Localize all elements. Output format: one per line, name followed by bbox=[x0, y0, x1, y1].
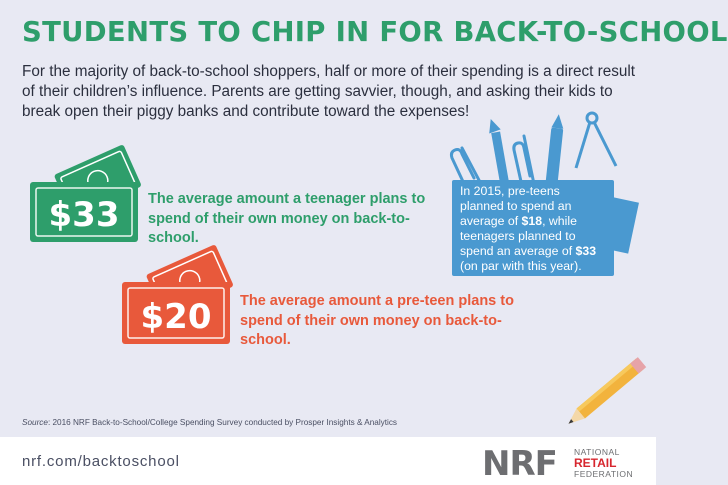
callout-box bbox=[452, 180, 614, 276]
callout-value-preteen: $18 bbox=[521, 214, 543, 228]
preteen-amount: $20 bbox=[140, 297, 212, 337]
logo-line3: FEDERATION bbox=[574, 469, 634, 479]
callout-text-3: (on par with this year). bbox=[460, 259, 582, 273]
source-note bbox=[22, 418, 397, 427]
teen-description: The average amount a teenager plans to spend of their own money on back-to-school. bbox=[148, 191, 426, 246]
pencil-icon bbox=[560, 340, 656, 440]
source-text: : 2016 NRF Back-to-School/College Spending Survey conducted by Prosper Insights & Analytics bbox=[47, 418, 398, 427]
preteen-money-icon bbox=[114, 242, 238, 348]
intro-paragraph: For the majority of back-to-school shoppers, half or more of their spending is a direct result of their children’s influence. Parents are getting savvier, though, and asking their kids to break open their piggy banks and contribute toward the expenses! bbox=[22, 63, 636, 120]
logo-line1: NATIONAL bbox=[574, 447, 620, 457]
teen-amount: $33 bbox=[48, 195, 120, 235]
footer-url-link[interactable]: nrf.com/backtoschool bbox=[22, 453, 180, 470]
footer bbox=[0, 437, 656, 485]
teen-money-icon bbox=[24, 142, 146, 246]
logo-letters: NRF bbox=[482, 444, 557, 484]
page-title: STUDENTS TO CHIP IN FOR BACK-TO-SCHOOL bbox=[22, 16, 728, 48]
nrf-logo bbox=[482, 443, 642, 484]
source-label: Source bbox=[22, 418, 48, 427]
preteen-description: The average amount a pre-teen plans to spend of their own money on back-to-school. bbox=[240, 293, 514, 348]
logo-line2: RETAIL bbox=[574, 456, 617, 470]
callout-text-2: , while teenagers planned to spend an average of bbox=[460, 214, 577, 258]
callout-text-1: In 2015, pre-teens planned to spend an average of bbox=[460, 184, 572, 228]
callout-value-teen: $33 bbox=[575, 244, 597, 258]
